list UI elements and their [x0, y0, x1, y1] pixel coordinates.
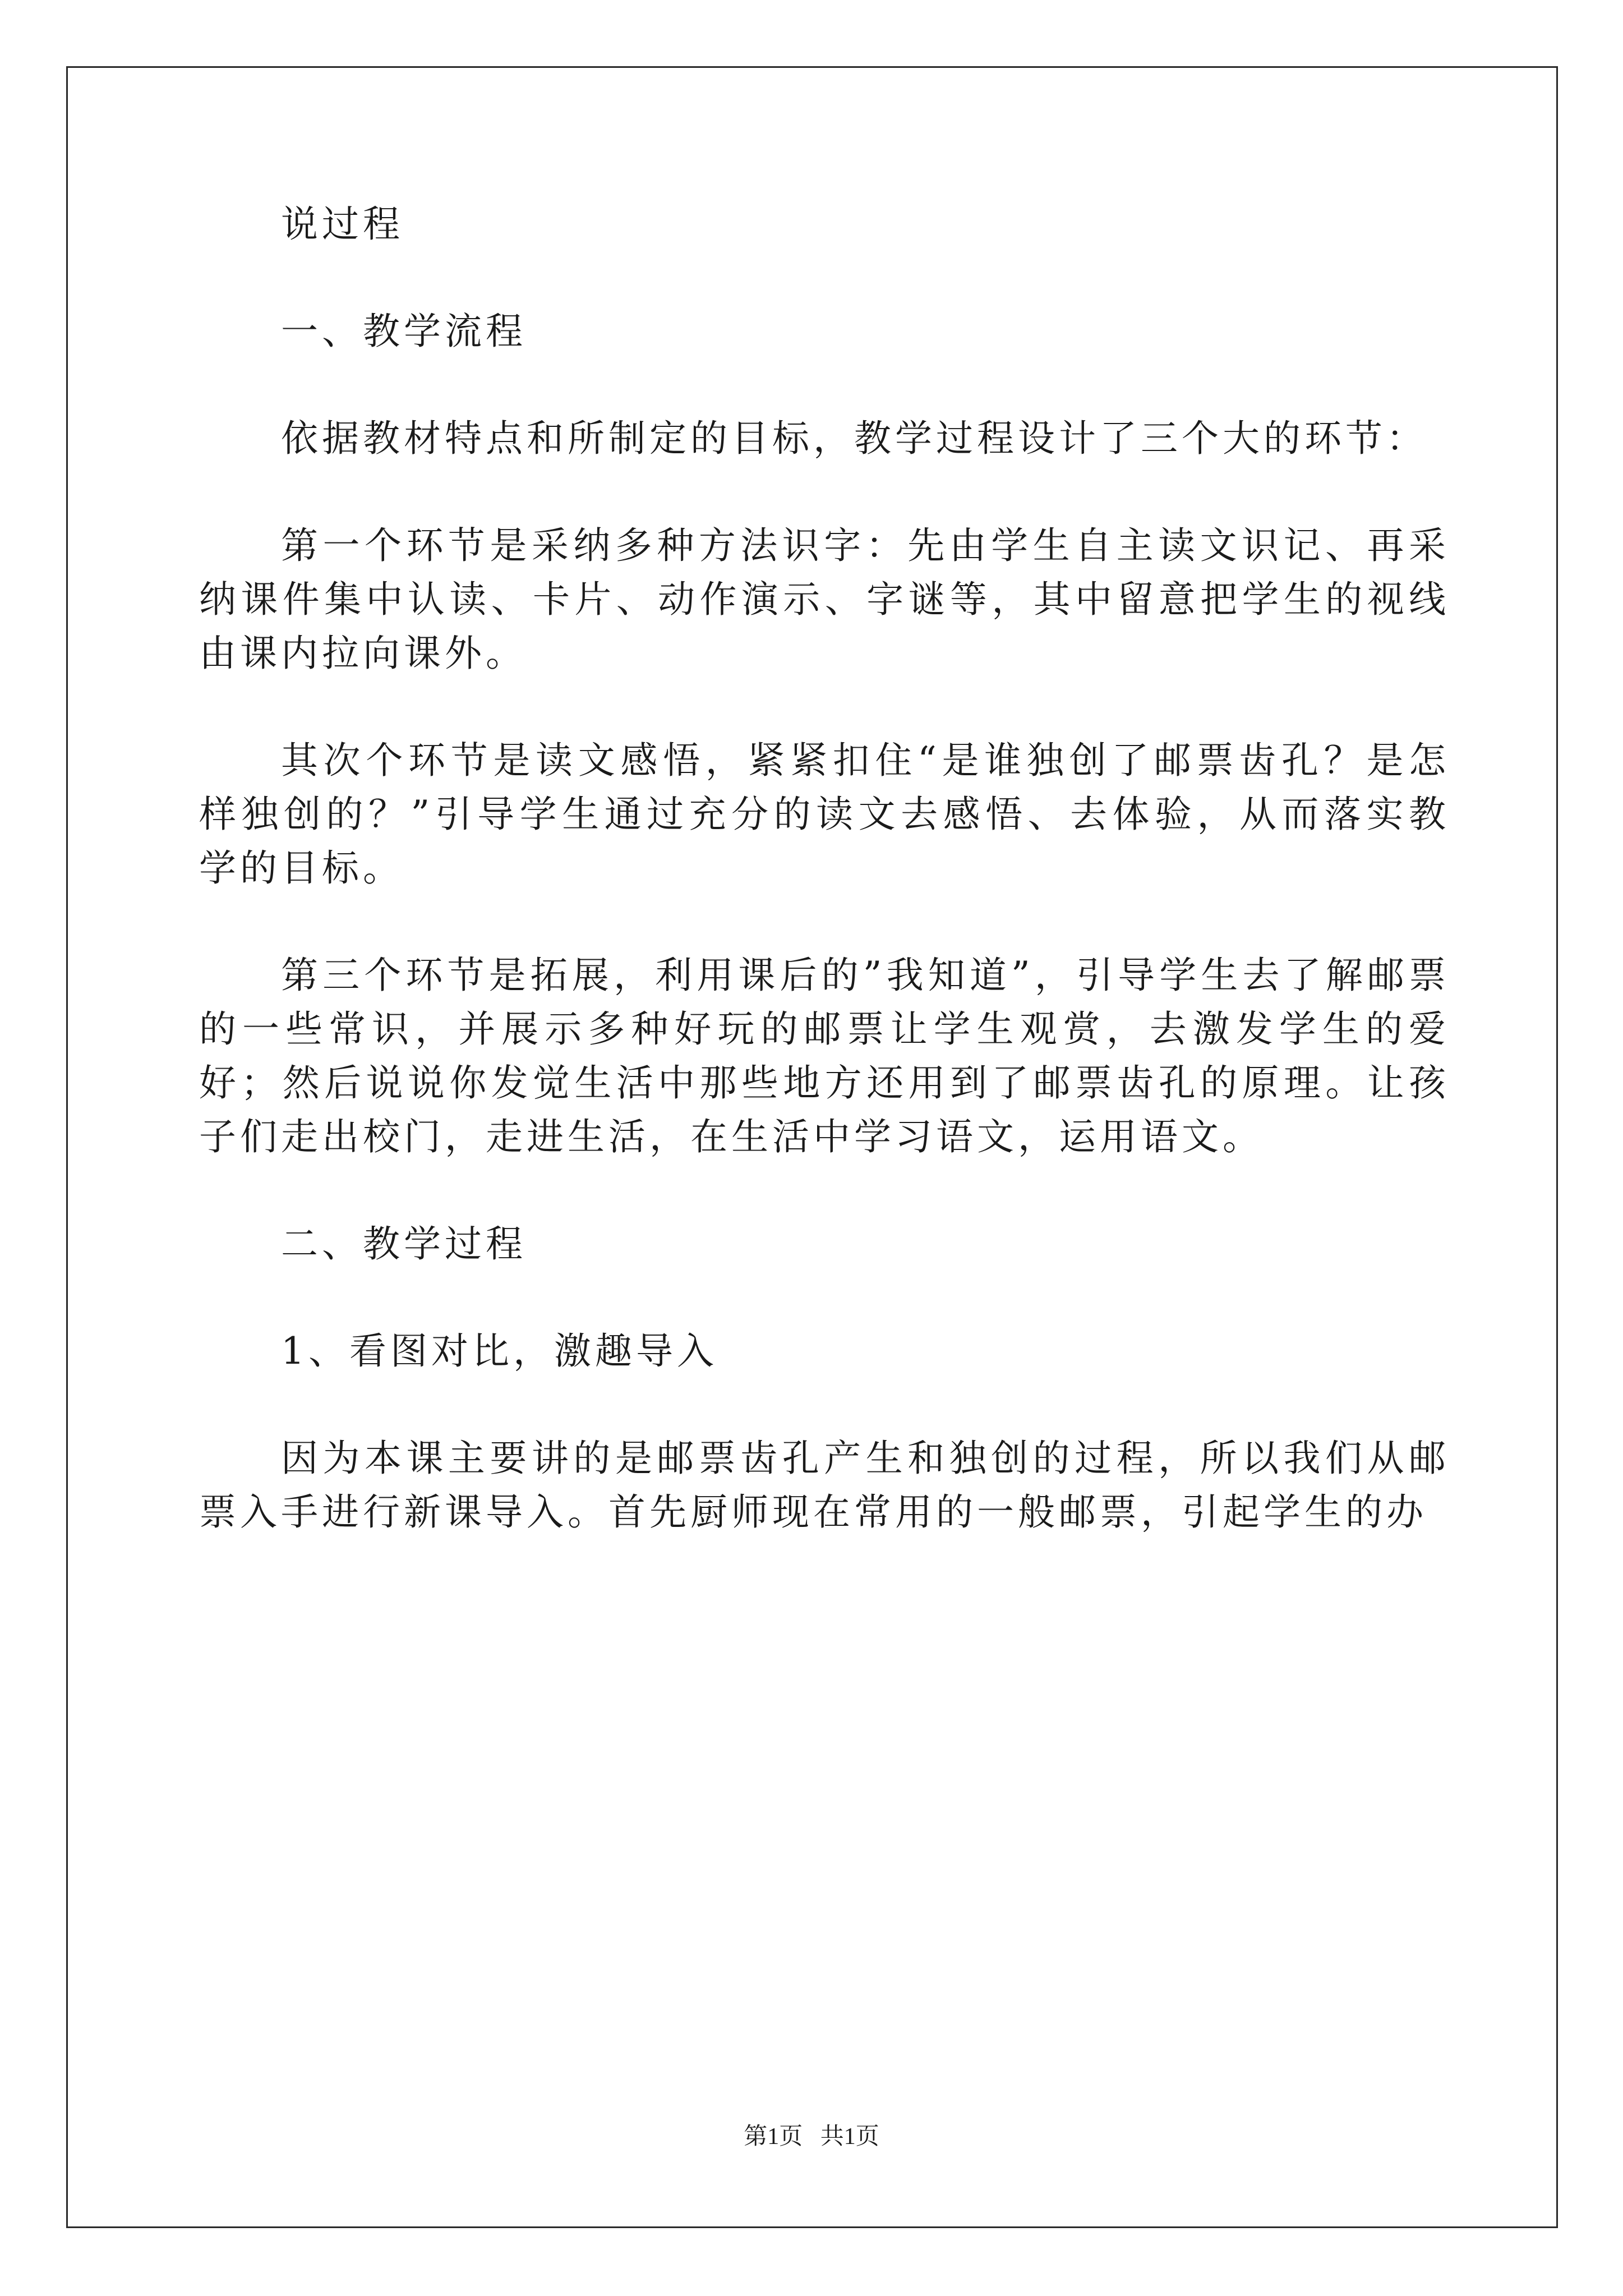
- paragraph-step-one: 第一个环节是采纳多种方法识字：先由学生自主读文识记、再采纳课件集中认读、卡片、动作演示、字谜等，其中留意把学生的视线由课内拉向课外。: [199, 524, 1450, 675]
- paragraph-intro: 依据教材特点和所制定的目标，教学过程设计了三个大的环节：: [281, 417, 1427, 460]
- page-footer: 第1页 共1页: [744, 2124, 879, 2150]
- paragraph-title: 说过程: [281, 203, 404, 246]
- section-heading-teaching-flow: 一、教学流程: [281, 310, 527, 353]
- section-heading-teaching-process: 二、教学过程: [281, 1222, 527, 1266]
- paragraph-step-three: 第三个环节是拓展，利用课后的”我知道”，引导学生去了解邮票的一些常识，并展示多种好玩的邮票让学生观赏，去激发学生的爱好；然后说说你发觉生活中那些地方还用到了邮票齿孔的原理。让孩子们走出校门，走进生活，在生活中学习语文，运用语文。: [199, 954, 1450, 1158]
- paragraph-intro-detail: 因为本课主要讲的是邮票齿孔产生和独创的过程，所以我们从邮票入手进行新课导入。首先厨师现在常用的一般邮票，引起学生的办: [199, 1437, 1450, 1534]
- document-body: [199, 197, 1450, 1539]
- subheading-intro: 1、看图对比，激趣导入: [281, 1329, 718, 1373]
- paragraph-step-two: 其次个环节是读文感悟，紧紧扣住“是谁独创了邮票齿孔？是怎样独创的？”引导学生通过充分的读文去感悟、去体验，从而落实教学的目标。: [199, 739, 1450, 890]
